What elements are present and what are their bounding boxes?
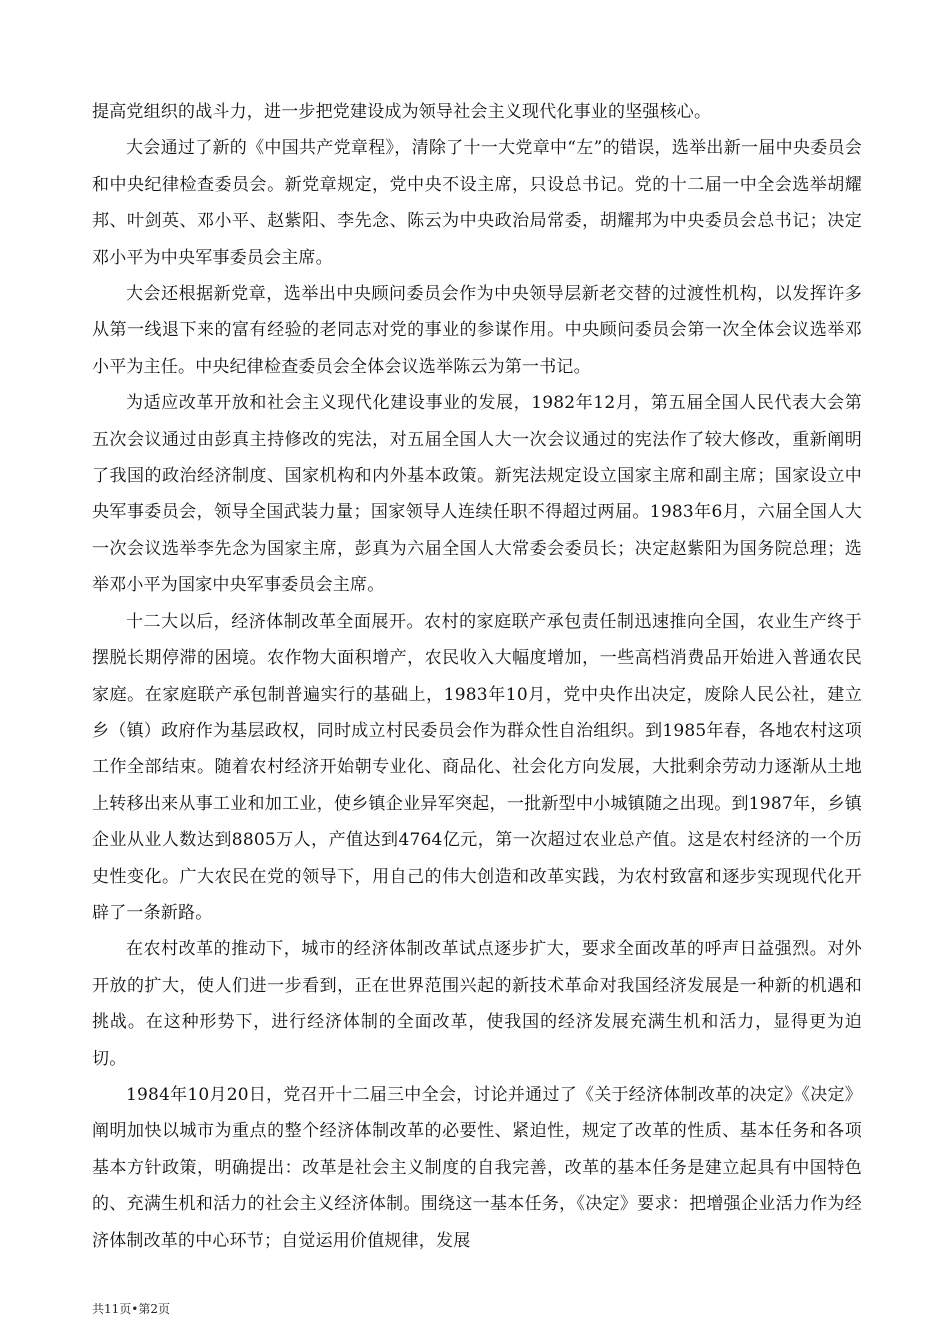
body-text [92, 94, 862, 1259]
paragraph-1: 提高党组织的战斗力，进一步把党建设成为领导社会主义现代化事业的坚强核心。 [92, 102, 712, 122]
paragraph-3: 大会还根据新党章，选举出中央顾问委员会作为中央领导层新老交替的过渡性机构，以发挥许多从第一线退下来的富有经验的老同志对党的事业的参谋作用。中央顾问委员会第一次全体会议选举邓小平为主任。中央纪律检查委员会全体会议选举陈云为第一书记。 [92, 284, 862, 377]
paragraph-5: 十二大以后，经济体制改革全面展开。农村的家庭联产承包责任制迅速推向全国，农业生产终于摆脱长期停滞的困境。农作物大面积增产，农民收入大幅度增加，一些高档消费品开始进入普通农民家庭。在家庭联产承包制普遍实行的基础上，1983年10月，党中央作出决定，废除人民公社，建立乡（镇）政府作为基层政权，同时成立村民委员会作为群众性自治组织。到1985年春，各地农村这项工作全部结束。随着农村经济开始朝专业化、商品化、社会化方向发展，大批剩余劳动力逐渐从土地上转移出来从事工业和加工业，使乡镇企业异军突起，一批新型中小城镇随之出现。到1987年，乡镇企业从业人数达到8805万人，产值达到4764亿元，第一次超过农业总产值。这是农村经济的一个历史性变化。广大农民在党的领导下，用自己的伟大创造和改革实践，为农村致富和逐步实现现代化开辟了一条新路。 [92, 611, 862, 923]
paragraph-6: 在农村改革的推动下，城市的经济体制改革试点逐步扩大，要求全面改革的呼声日益强烈。对外开放的扩大，使人们进一步看到，正在世界范围兴起的新技术革命对我国经济发展是一种新的机遇和挑战。在这种形势下，进行经济体制的全面改革，使我国的经济发展充满生机和活力，显得更为迫切。 [92, 939, 862, 1069]
paragraph-4: 为适应改革开放和社会主义现代化建设事业的发展，1982年12月，第五届全国人民代表大会第五次会议通过由彭真主持修改的宪法，对五届全国人大一次会议通过的宪法作了较大修改，重新阐明了我国的政治经济制度、国家机构和内外基本政策。新宪法规定设立国家主席和副主席；国家设立中央军事委员会，领导全国武装力量；国家领导人连续任职不得超过两届。1983年6月，六届全国人大一次会议选举李先念为国家主席，彭真为六届全国人大常委会委员长；决定赵紫阳为国务院总理；选举邓小平为国家中央军事委员会主席。 [92, 393, 862, 596]
paragraph-7: 1984年10月20日，党召开十二届三中全会，讨论并通过了《关于经济体制改革的决定》《决定》阐明加快以城市为重点的整个经济体制改革的必要性、紧迫性，规定了改革的性质、基本任务和各项基本方针政策，明确提出：改革是社会主义制度的自我完善，改革的基本任务是建立起具有中国特色的、充满生机和活力的社会主义经济体制。围绕这一基本任务，《决定》要求：把增强企业活力作为经济体制改革的中心环节；自觉运用价值规律，发展 [92, 1084, 862, 1251]
paragraph-2: 大会通过了新的《中国共产党章程》，清除了十一大党章中“左”的错误，选举出新一届中央委员会和中央纪律检查委员会。新党章规定，党中央不设主席，只设总书记。党的十二届一中全会选举胡耀邦、叶剑英、邓小平、赵紫阳、李先念、陈云为中央政治局常委，胡耀邦为中央委员会总书记；决定邓小平为中央军事委员会主席。 [92, 138, 862, 268]
page-footer: 共11页•第2页 [92, 1302, 170, 1316]
